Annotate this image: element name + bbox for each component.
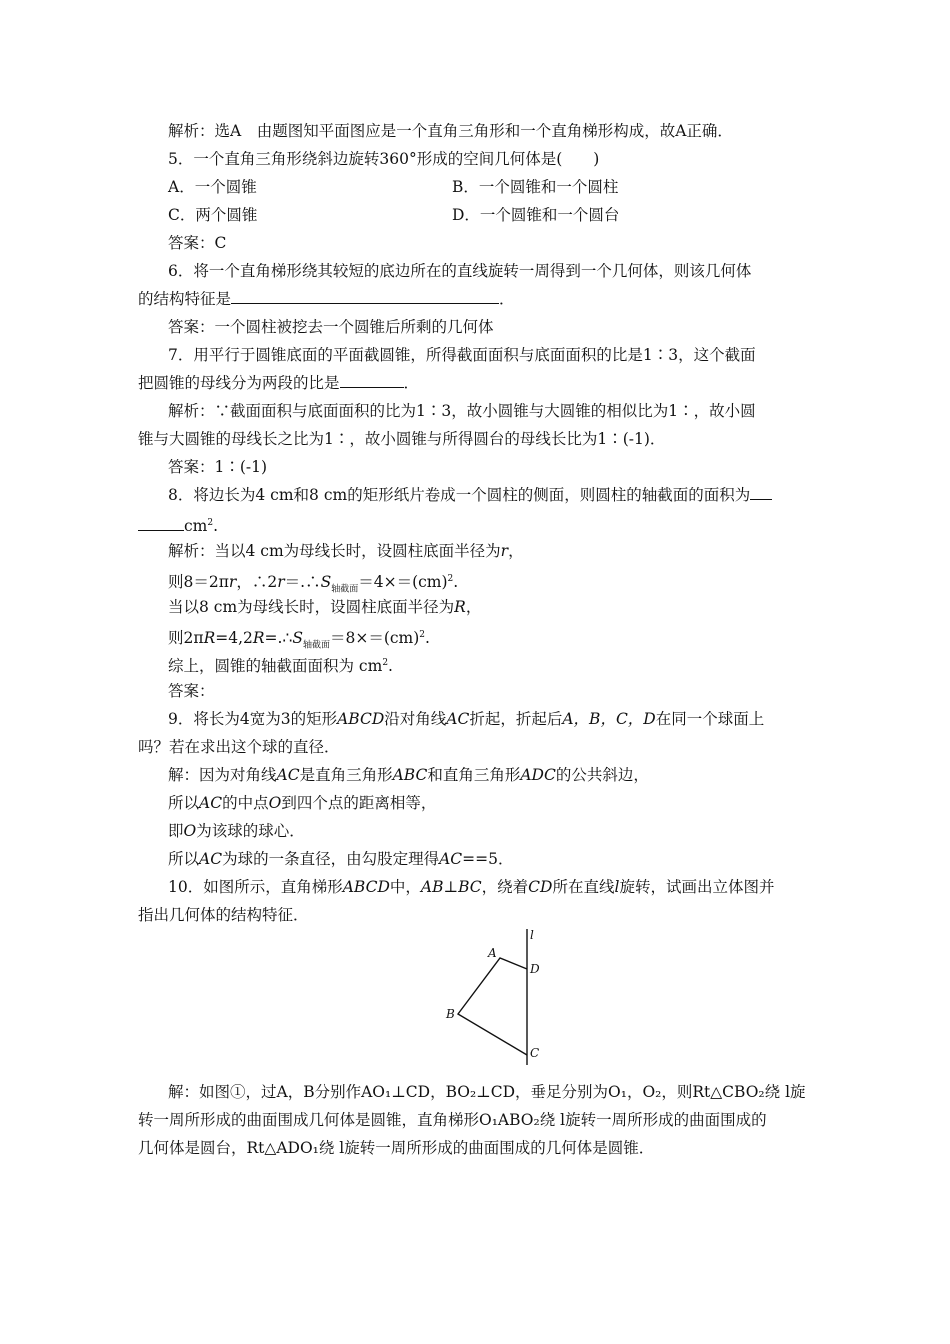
q9-stem-line2: 吗？若在求出这个球的直径．: [138, 738, 340, 756]
q7-stem-line2: [138, 373, 818, 393]
q9-l2c: 的中点: [222, 794, 269, 812]
q8-a4-e: =.∴: [264, 629, 293, 648]
q8-unit: cm: [184, 517, 208, 536]
q8-a5-exp: 2: [382, 658, 389, 668]
q9-l4b: AC: [199, 850, 223, 868]
q5-answer: 答案：C: [168, 234, 227, 252]
q9-stem-line1: [168, 709, 848, 729]
q6-answer-blank: [231, 289, 499, 304]
q9-l1a: 解：因为对角线: [168, 766, 277, 784]
q8-analysis-line2: 则8＝2πr，$\therefore 2r=.\therefore S_{轴截面}=4\times=(cm)^2$.: [168, 573, 459, 595]
q7-stem-line1: 7．用平行于圆锥底面的平面截圆锥，所得截面面积与底面面积的比是1∶3，这个截面: [168, 346, 756, 364]
q9-solution-line3: [168, 821, 848, 841]
q9-l2e: 到四个点的距离相等，: [281, 794, 437, 812]
q8-a2-sub: 轴截面: [331, 584, 359, 595]
q8-a2-f: S: [320, 573, 332, 592]
q6-stem-line1: 6．将一个直角梯形绕其较短的底边所在的直线旋转一周得到一个几何体，则该几何体: [168, 262, 752, 280]
q7-answer-blank: [340, 373, 404, 388]
q10-solution-line2: 转一周所形成的曲面围成几何体是圆锥，直角梯形O₁ABO₂绕 l旋转一周所形成的曲面围成的: [138, 1111, 767, 1129]
q8-a2-exp: 2: [447, 574, 454, 584]
q10-s1k: 旋转，试画出立体图并: [619, 878, 775, 896]
q9-l1g: 的公共斜边，: [555, 766, 649, 784]
q8-a5-text: 综上，圆锥的轴截面面积为 cm: [168, 657, 383, 676]
q10-stem-line1: [168, 877, 848, 897]
q8-a4-b: R: [203, 629, 216, 648]
q8-stem-line2: $cm^2$.: [138, 513, 818, 536]
q8-analysis-line4: 则$2\pi R=4,2R=.\therefore S_{轴截面}=8\times=(cm)^2$.: [168, 629, 430, 651]
q9-s1e: A，B，C，D: [562, 710, 656, 728]
q10-s1g: ，绕着: [481, 878, 529, 896]
q9-l1c: 是直角三角形: [299, 766, 393, 784]
q9-solution-line2: [168, 793, 848, 813]
q8-a2-g: ＝4×＝(cm): [358, 573, 448, 592]
q10-s1b: ABCD: [342, 878, 390, 896]
q6-stem-line2: [138, 289, 818, 309]
q9-l1d: ABC: [392, 766, 428, 784]
q9-s1f: 在同一个球面上: [655, 710, 765, 728]
q7-stem-end: ．: [403, 374, 420, 392]
q10-solution-line1: 解：如图①，过A，B分别作AO₁⊥CD，BO₂⊥CD，垂足分别为O₁，O₂，则Rt△CBO₂绕 l旋: [168, 1083, 806, 1101]
q9-l3c: 为该球的球心．: [196, 822, 305, 840]
q8-a2-e: ＝.∴: [284, 573, 321, 592]
q8-answer: 答案：: [168, 682, 215, 700]
label-a: A: [488, 946, 497, 960]
q8-a1-text: 解析：当以4 cm为母线长时，设圆柱底面半径为: [168, 542, 501, 560]
q10-s1c: 中，: [389, 878, 421, 896]
q8-a2-b: r: [228, 573, 237, 592]
q8-a1-end: ，: [508, 542, 524, 560]
q5-option-b: B．一个圆锥和一个圆柱: [452, 178, 619, 196]
q8-a2-d: r: [277, 573, 285, 592]
q8-a2-c: ，∴2: [236, 573, 278, 592]
q8-a4-sub: 轴截面: [302, 640, 330, 651]
label-b: B: [446, 1007, 455, 1021]
q8-a4-f: S: [292, 629, 303, 648]
q9-l4a: 所以: [168, 850, 200, 868]
q9-l4e: ==5．: [462, 850, 514, 868]
q6-answer: 答案：一个圆柱被挖去一个圆锥后所剩的几何体: [168, 318, 494, 336]
q8-a3-text: 当以8 cm为母线长时，设圆柱底面半径为: [168, 598, 455, 616]
q5-options-row2: [168, 205, 848, 225]
q10-s1h: CD: [528, 878, 553, 896]
q9-s1: 9．将长为4宽为3的矩形: [168, 710, 338, 728]
q8-stem-line1: [168, 485, 848, 505]
q7-analysis-line2: 锥与大圆锥的母线长之比为1∶，故小圆锥与所得圆台的母线长比为1∶(-1)．: [138, 430, 666, 448]
label-l: l: [530, 928, 534, 942]
q8-stem-text: 8．将边长为4 cm和8 cm的矩形纸片卷成一个圆柱的侧面，则圆柱的轴截面的面积为: [168, 486, 751, 504]
q8-a3-end: ，: [465, 598, 482, 616]
q9-l1e: 和直角三角形: [427, 766, 521, 784]
q8-a2-a: 则8＝2π: [168, 573, 229, 592]
q8-analysis-line1: [168, 541, 848, 561]
q9-solution-line1: [168, 765, 848, 785]
q9-l2d: O: [268, 794, 282, 812]
q4-analysis: 解析：选A 由题图知平面图应是一个直角三角形和一个直角梯形构成，故A正确．: [168, 122, 733, 140]
q8-unit-exp: 2: [207, 518, 214, 528]
q9-s1c: AC: [446, 710, 470, 728]
q8-a4-g: ＝8×＝(cm): [329, 629, 420, 648]
trapezoid-outline: [458, 958, 527, 1055]
q10-s1i: 所在直线: [552, 878, 615, 896]
q9-solution-line4: [168, 849, 848, 869]
q9-s1v: ABCD: [337, 710, 385, 728]
q7-analysis-line1: 解析：∵截面面积与底面面积的比为1∶3，故小圆锥与大圆锥的相似比为1∶，故小圆: [168, 402, 756, 420]
q8-a3-var: R: [454, 598, 466, 616]
q8-a4-c: =4,2: [215, 629, 253, 648]
q10-s1a: 10．如图所示，直角梯形: [168, 878, 343, 896]
q5-options-row1: [168, 177, 848, 197]
q8-analysis-line3: [168, 597, 848, 617]
q5-stem: 5．一个直角三角形绕斜边旋转360°形成的空间几何体是( ): [168, 150, 600, 168]
q8-answer-blank-b: [138, 516, 184, 531]
q10-s1e: ⊥: [443, 878, 459, 896]
q8-answer-blank-a: [750, 485, 772, 500]
q10-s1f: BC: [458, 878, 482, 896]
label-c: C: [530, 1046, 540, 1060]
label-d: D: [530, 962, 540, 976]
q7-stem-text: 把圆锥的母线分为两段的比是: [138, 374, 340, 392]
q9-l1b: AC: [276, 766, 300, 784]
q5-option-a: A．一个圆锥: [168, 178, 257, 196]
q5-option-d: D．一个圆锥和一个圆台: [452, 206, 620, 224]
q9-l4c: 为球的一条直径，由勾股定理得: [222, 850, 440, 868]
q10-stem-line2: 指出几何体的结构特征．: [138, 906, 309, 924]
q8-a1-var: r: [500, 542, 509, 560]
q9-l3a: 即: [168, 822, 184, 840]
q8-a4-d: R: [252, 629, 265, 648]
q6-stem-end: ．: [499, 290, 515, 308]
q8-a4-exp: 2: [419, 630, 426, 640]
q9-l2a: 所以: [168, 794, 200, 812]
q10-trapezoid-figure: [440, 925, 550, 1067]
q9-l3b: O: [183, 822, 197, 840]
q9-l4d: AC: [439, 850, 463, 868]
q5-option-c: C．两个圆锥: [168, 206, 258, 224]
q10-s1j: l: [614, 878, 620, 896]
q10-solution-line3: 几何体是圆台，Rt△ADO₁绕 l旋转一周所形成的曲面围成的几何体是圆锥．: [138, 1139, 655, 1157]
q9-s1d: 折起，折起后: [469, 710, 563, 728]
q9-l2b: AC: [199, 794, 223, 812]
q8-analysis-line5: 综上，圆锥的轴截面面积为 $cm^2$.: [168, 657, 393, 676]
q8-a4-a: 则2π: [168, 629, 204, 648]
q9-s1b: 沿对角线: [384, 710, 447, 728]
q9-l1f: ADC: [520, 766, 556, 784]
q10-s1d: AB: [420, 878, 444, 896]
q7-answer: 答案：1∶(-1): [168, 458, 268, 476]
q6-stem-text: 的结构特征是: [138, 290, 232, 308]
